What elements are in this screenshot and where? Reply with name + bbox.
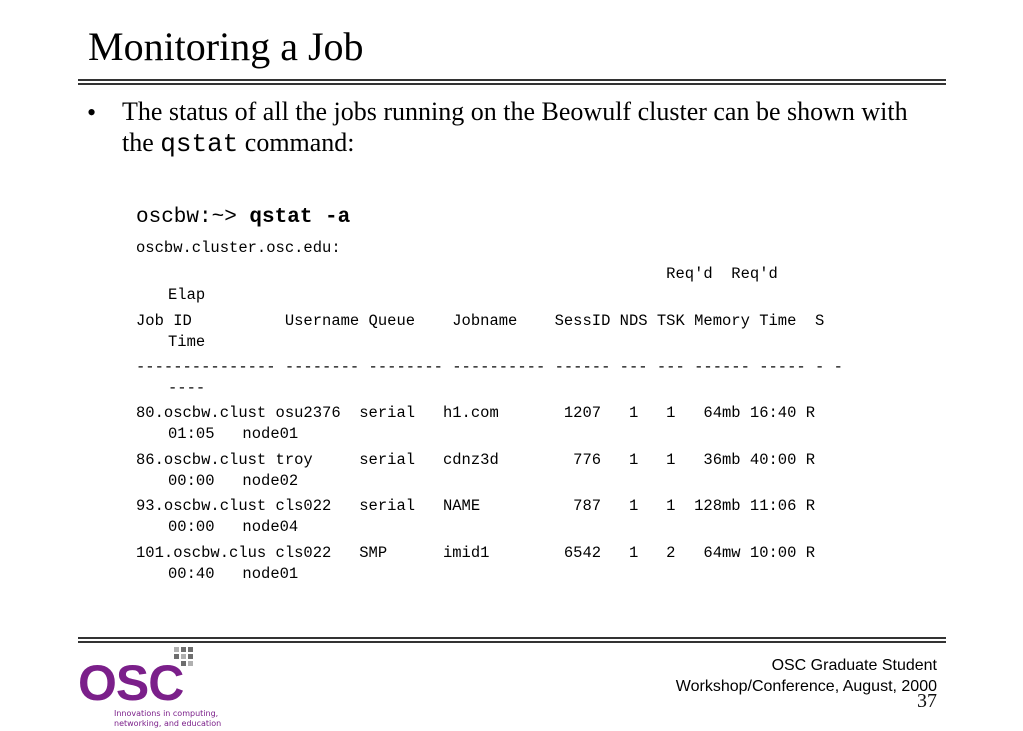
header-rule-bottom bbox=[78, 83, 946, 85]
table-row: 93.oscbw.clust cls022 serial NAME 787 1 1 128mb 11:06 R bbox=[136, 497, 816, 515]
output-header-time: Time bbox=[168, 333, 206, 351]
footer-line-1: OSC Graduate Student bbox=[771, 657, 937, 674]
logo-tagline: Innovations in computing, networking, and education bbox=[114, 709, 222, 728]
page-number: 37 bbox=[917, 690, 937, 712]
table-row-cont: 01:05 node01 bbox=[168, 425, 299, 443]
table-row: 80.oscbw.clust osu2376 serial h1.com 1207 1 1 64mb 16:40 R bbox=[136, 404, 816, 422]
footer-line-2: Workshop/Conference, August, 2000 bbox=[675, 678, 937, 695]
footer-rule-top bbox=[78, 637, 946, 639]
output-separator-cont: ---- bbox=[168, 379, 206, 397]
output-host: oscbw.cluster.osc.edu: bbox=[136, 239, 341, 257]
table-row-cont: 00:00 node02 bbox=[168, 472, 299, 490]
output-header-columns: Job ID Username Queue Jobname SessID NDS TSK Memory Time S bbox=[136, 312, 825, 330]
bullet-marker: • bbox=[87, 98, 97, 127]
inline-code-qstat: qstat bbox=[160, 129, 239, 159]
terminal-prompt: oscbw:~> bbox=[136, 206, 250, 229]
table-row: 86.oscbw.clust troy serial cdnz3d 776 1 1 36mb 40:00 R bbox=[136, 451, 816, 469]
table-row: 101.oscbw.clus cls022 SMP imid1 6542 1 2 64mw 10:00 R bbox=[136, 544, 816, 562]
footer-caption bbox=[676, 655, 937, 697]
terminal-command-line bbox=[136, 204, 350, 232]
table-row-cont: 00:00 node04 bbox=[168, 518, 299, 536]
bullet-text bbox=[122, 96, 937, 160]
footer-rule-bottom bbox=[78, 641, 946, 643]
output-separator: --------------- -------- -------- ---------- ------ --- --- ------ ----- - - bbox=[136, 358, 843, 376]
table-row-cont: 00:40 node01 bbox=[168, 565, 299, 583]
output-header-elap: Elap bbox=[168, 286, 206, 304]
header-rule-top bbox=[78, 79, 946, 81]
logo-wordmark: OSC bbox=[78, 655, 184, 711]
output-header-req: Req'd Req'd bbox=[136, 265, 778, 283]
slide-title: Monitoring a Job bbox=[88, 24, 364, 69]
osc-logo bbox=[78, 647, 228, 731]
bullet-text-start: The status of all the jobs running on the Beowulf cluster can be shown with the bbox=[122, 97, 908, 157]
terminal-command: qstat -a bbox=[249, 206, 351, 229]
bullet-text-end: command: bbox=[238, 128, 355, 157]
